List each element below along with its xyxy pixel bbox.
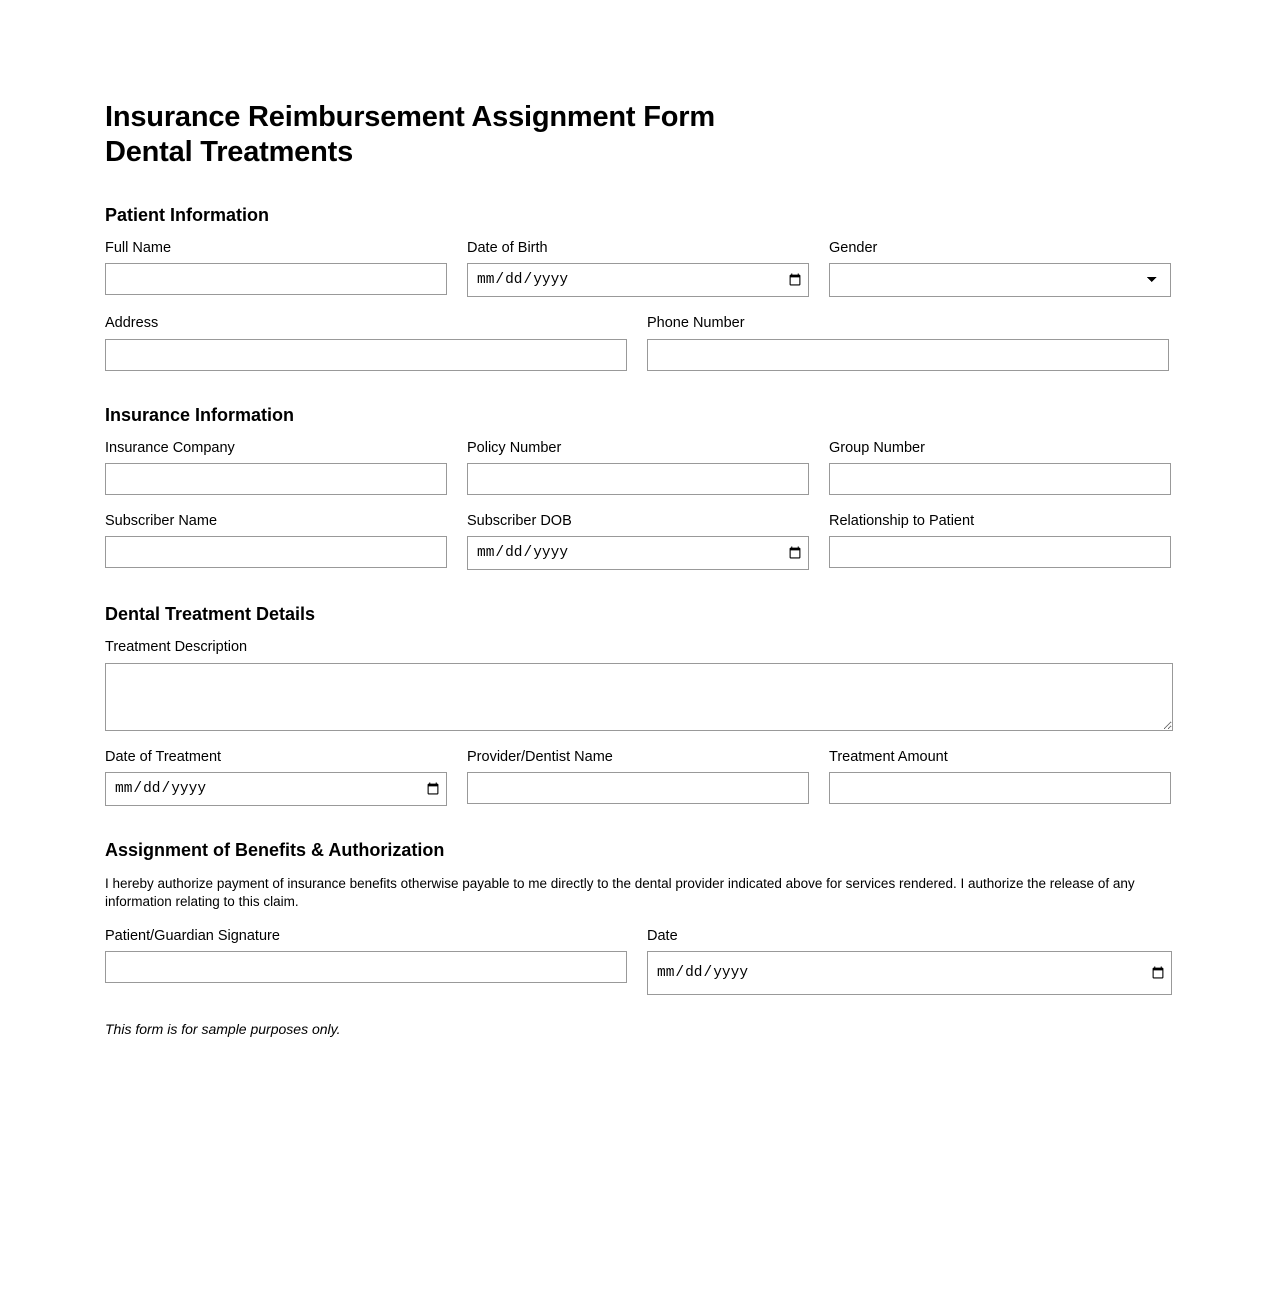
label-provider-name: Provider/Dentist Name bbox=[467, 748, 613, 765]
page-title bbox=[105, 100, 1173, 171]
subscriber-dob-input[interactable] bbox=[467, 536, 809, 570]
group-number-input[interactable] bbox=[829, 463, 1171, 495]
relationship-to-patient-input[interactable] bbox=[829, 536, 1171, 568]
signature-input[interactable] bbox=[105, 951, 627, 983]
label-relationship-to-patient: Relationship to Patient bbox=[829, 512, 975, 529]
footnote: This form is for sample purposes only. bbox=[105, 1020, 341, 1037]
treatment-row-1 bbox=[105, 639, 1173, 730]
field-provider-name bbox=[467, 749, 809, 806]
date-of-treatment-input[interactable] bbox=[105, 772, 447, 806]
patient-row-1 bbox=[105, 240, 1173, 297]
field-insurance-company bbox=[105, 440, 447, 495]
label-treatment-amount: Treatment Amount bbox=[829, 748, 948, 765]
date-of-birth-input[interactable] bbox=[467, 263, 809, 297]
field-treatment-amount bbox=[829, 749, 1171, 806]
label-subscriber-name: Subscriber Name bbox=[105, 512, 218, 529]
label-full-name: Full Name bbox=[105, 239, 172, 256]
label-group-number: Group Number bbox=[829, 439, 925, 456]
subscriber-name-input[interactable] bbox=[105, 536, 447, 568]
page-title-line-1: Insurance Reimbursement Assignment Form bbox=[105, 101, 715, 133]
insurance-row-1 bbox=[105, 440, 1173, 495]
page-title-line-2: Dental Treatments bbox=[105, 136, 354, 169]
field-policy-number bbox=[467, 440, 809, 495]
label-subscriber-dob: Subscriber DOB bbox=[467, 512, 572, 529]
authorization-text: I hereby authorize payment of insurance benefits otherwise payable to me directly to the dental provider indicated above for services rendered. I authorize the release of any information relating to this claim. bbox=[105, 876, 1135, 910]
policy-number-input[interactable] bbox=[467, 463, 809, 495]
field-signature bbox=[105, 928, 627, 995]
section-title-assignment-of-benefits: Assignment of Benefits & Authorization bbox=[105, 840, 445, 861]
section-title-patient-information: Patient Information bbox=[105, 204, 270, 225]
address-input[interactable] bbox=[105, 339, 627, 371]
label-gender: Gender bbox=[829, 239, 878, 256]
field-signature-date bbox=[647, 928, 1172, 995]
label-policy-number: Policy Number bbox=[467, 439, 562, 456]
field-gender bbox=[829, 240, 1171, 297]
patient-row-2 bbox=[105, 315, 1173, 370]
treatment-row-2 bbox=[105, 749, 1173, 806]
gender-select[interactable] bbox=[829, 263, 1171, 297]
section-title-insurance-information: Insurance Information bbox=[105, 404, 295, 425]
provider-name-input[interactable] bbox=[467, 772, 809, 804]
label-signature: Patient/Guardian Signature bbox=[105, 927, 280, 944]
section-patient-information bbox=[105, 205, 1173, 371]
field-date-of-treatment bbox=[105, 749, 447, 806]
signature-date-input[interactable] bbox=[647, 951, 1172, 995]
label-date-of-treatment: Date of Treatment bbox=[105, 748, 222, 765]
field-relationship-to-patient bbox=[829, 513, 1171, 570]
treatment-amount-input[interactable] bbox=[829, 772, 1171, 804]
label-signature-date: Date bbox=[647, 927, 678, 944]
field-group-number bbox=[829, 440, 1171, 495]
treatment-description-textarea[interactable] bbox=[105, 663, 1173, 731]
full-name-input[interactable] bbox=[105, 263, 447, 295]
field-phone-number bbox=[647, 315, 1169, 370]
insurance-company-input[interactable] bbox=[105, 463, 447, 495]
field-treatment-description bbox=[105, 639, 1173, 730]
field-subscriber-name bbox=[105, 513, 447, 570]
label-date-of-birth: Date of Birth bbox=[467, 239, 548, 256]
label-treatment-description: Treatment Description bbox=[105, 639, 248, 656]
field-address bbox=[105, 315, 627, 370]
section-title-dental-treatment-details: Dental Treatment Details bbox=[105, 604, 316, 625]
insurance-row-2 bbox=[105, 513, 1173, 570]
section-insurance-information bbox=[105, 405, 1173, 571]
section-dental-treatment-details bbox=[105, 604, 1173, 806]
signature-row bbox=[105, 928, 1173, 995]
field-subscriber-dob bbox=[467, 513, 809, 570]
field-full-name bbox=[105, 240, 447, 297]
label-insurance-company: Insurance Company bbox=[105, 439, 235, 456]
label-address: Address bbox=[105, 315, 159, 332]
phone-number-input[interactable] bbox=[647, 339, 1169, 371]
section-assignment-of-benefits bbox=[105, 840, 1173, 995]
field-date-of-birth bbox=[467, 240, 809, 297]
label-phone-number: Phone Number bbox=[647, 315, 745, 332]
